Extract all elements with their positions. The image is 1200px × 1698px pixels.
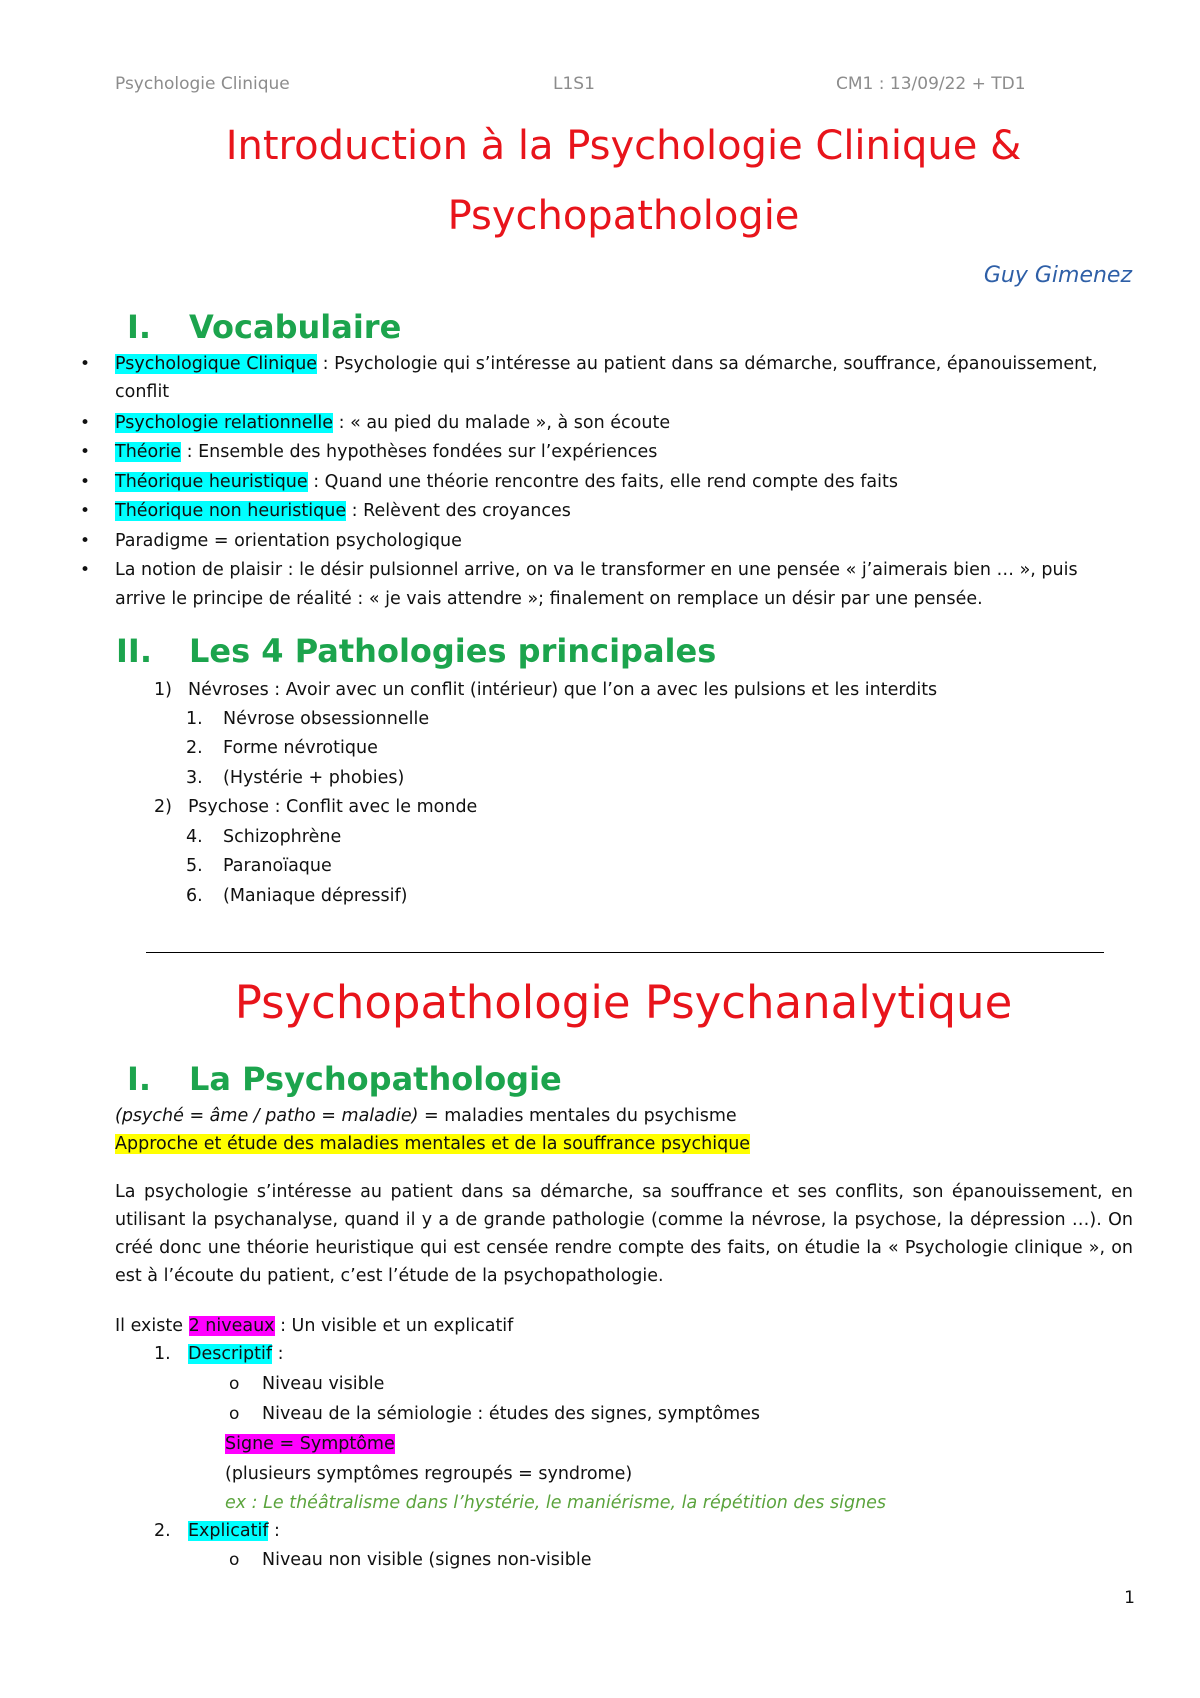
doc-title-line2: Psychopathologie (447, 193, 800, 239)
term-highlight: Théorique heuristique (115, 472, 308, 492)
list-item: Psychose : Conflit avec le monde (188, 797, 478, 817)
list-item: Théorique non heuristique : Relèvent des croyances (115, 501, 571, 521)
list-item: Psychologie relationnelle : « au pied du malade », à son écoute (115, 413, 671, 433)
levels-highlight: 2 niveaux (188, 1316, 275, 1336)
list-item: Niveau de la sémiologie : études des signes, symptômes (262, 1404, 761, 1424)
term-highlight: Théorie (115, 442, 182, 462)
bullet-icon: • (80, 413, 91, 433)
list-item: Théorie : Ensemble des hypothèses fondées sur l’expériences (115, 442, 658, 462)
bullet-icon: • (80, 560, 91, 580)
list-item: Niveau non visible (signes non-visible (262, 1550, 592, 1570)
list-item-continued: arrive le principe de réalité : « je vais attendre »; finalement on remplace un désir par une pensée. (115, 589, 983, 609)
term-highlight: Théorique non heuristique (115, 501, 347, 521)
circle-bullet-icon: o (229, 1374, 240, 1394)
highlight-definition: Approche et étude des maladies mentales et de la souffrance psychique (115, 1134, 751, 1154)
list-marker: 1. (154, 1344, 171, 1364)
list-item: Psychologique Clinique : Psychologie qui s’intéresse au patient dans sa démarche, souffrance, épanouissement, (115, 354, 1098, 374)
list-marker: 5. (186, 856, 203, 876)
author: Guy Gimenez (983, 263, 1132, 288)
etymology-line: (psyché = âme / patho = maladie) = maladies mentales du psychisme (115, 1106, 737, 1126)
list-marker: 6. (186, 886, 203, 906)
example-note: ex : Le théâtralisme dans l’hystérie, le maniérisme, la répétition des signes (225, 1493, 887, 1513)
list-marker: 2) (154, 797, 172, 817)
section-title: Vocabulaire (189, 308, 402, 346)
bullet-icon: • (80, 501, 91, 521)
list-item-continued: conflit (115, 382, 170, 402)
section-title: La Psychopathologie (189, 1060, 562, 1098)
list-marker: 1) (154, 680, 172, 700)
explicatif-heading: Explicatif : (188, 1521, 280, 1541)
page-number: 1 (1124, 1588, 1135, 1608)
list-marker: 2. (186, 738, 203, 758)
list-item: La notion de plaisir : le désir pulsionnel arrive, on va le transformer en une pensée « j’aimerais bien … », puis (115, 560, 1078, 580)
list-marker: 2. (154, 1521, 171, 1541)
part2-title: Psychopathologie Psychanalytique (234, 976, 1013, 1029)
header-center: L1S1 (553, 74, 595, 94)
horizontal-rule (146, 952, 1104, 953)
bullet-icon: • (80, 472, 91, 492)
circle-bullet-icon: o (229, 1404, 240, 1424)
header-left: Psychologie Clinique (115, 74, 290, 94)
body-paragraph: La psychologie s’intéresse au patient dans sa démarche, sa souffrance et ses conflits, son épanouissement, en utilisant la psychanalyse, quand il y a de grande pathologie (comme la névrose, la psychose, la dépression …). On créé donc une théorie heuristique qui est censée rendre compte des faits, on étudie la « Psychologie clinique », on est à l’écoute du patient, c’est l’étude de la psychopathologie. (115, 1182, 1133, 1286)
term-highlight: Psychologique Clinique (115, 354, 318, 374)
list-marker: 1. (186, 709, 203, 729)
sign-highlight: Signe = Symptôme (225, 1434, 395, 1454)
section-heading-pathologies (116, 632, 717, 670)
list-item: Paranoïaque (223, 856, 332, 876)
section-heading-vocabulaire (127, 308, 401, 346)
bullet-icon: • (80, 442, 91, 462)
section-number: I. (127, 308, 152, 346)
etymology-italic: (psyché = âme / patho = maladie) (115, 1106, 419, 1126)
list-item: Niveau visible (262, 1374, 385, 1394)
list-item: Paradigme = orientation psychologique (115, 531, 462, 551)
bullet-icon: • (80, 354, 91, 374)
section-title: Les 4 Pathologies principales (189, 632, 717, 670)
list-item: Névrose obsessionnelle (223, 709, 430, 729)
list-item: (Hystérie + phobies) (223, 768, 405, 788)
doc-title-line1: Introduction à la Psychologie Clinique & (225, 123, 1022, 169)
list-marker: 3. (186, 768, 203, 788)
circle-bullet-icon: o (229, 1550, 240, 1570)
descriptif-heading: Descriptif : (188, 1344, 284, 1364)
list-item: Névroses : Avoir avec un conflit (intérieur) que l’on a avec les pulsions et les interdits (188, 680, 938, 700)
list-item: (Maniaque dépressif) (223, 886, 408, 906)
list-item: Forme névrotique (223, 738, 378, 758)
term-highlight: Psychologie relationnelle (115, 413, 334, 433)
section-number: II. (116, 632, 152, 670)
syndrome-note: (plusieurs symptômes regroupés = syndrome) (225, 1464, 633, 1484)
list-item: Schizophrène (223, 827, 342, 847)
section-number: I. (127, 1060, 152, 1098)
header-right: CM1 : 13/09/22 + TD1 (836, 74, 1026, 94)
list-item: Théorique heuristique : Quand une théorie rencontre des faits, elle rend compte des faits (115, 472, 898, 492)
levels-intro: Il existe 2 niveaux : Un visible et un explicatif (115, 1316, 514, 1336)
list-marker: 4. (186, 827, 203, 847)
section-heading-psychopathologie (127, 1060, 562, 1098)
bullet-icon: • (80, 531, 91, 551)
